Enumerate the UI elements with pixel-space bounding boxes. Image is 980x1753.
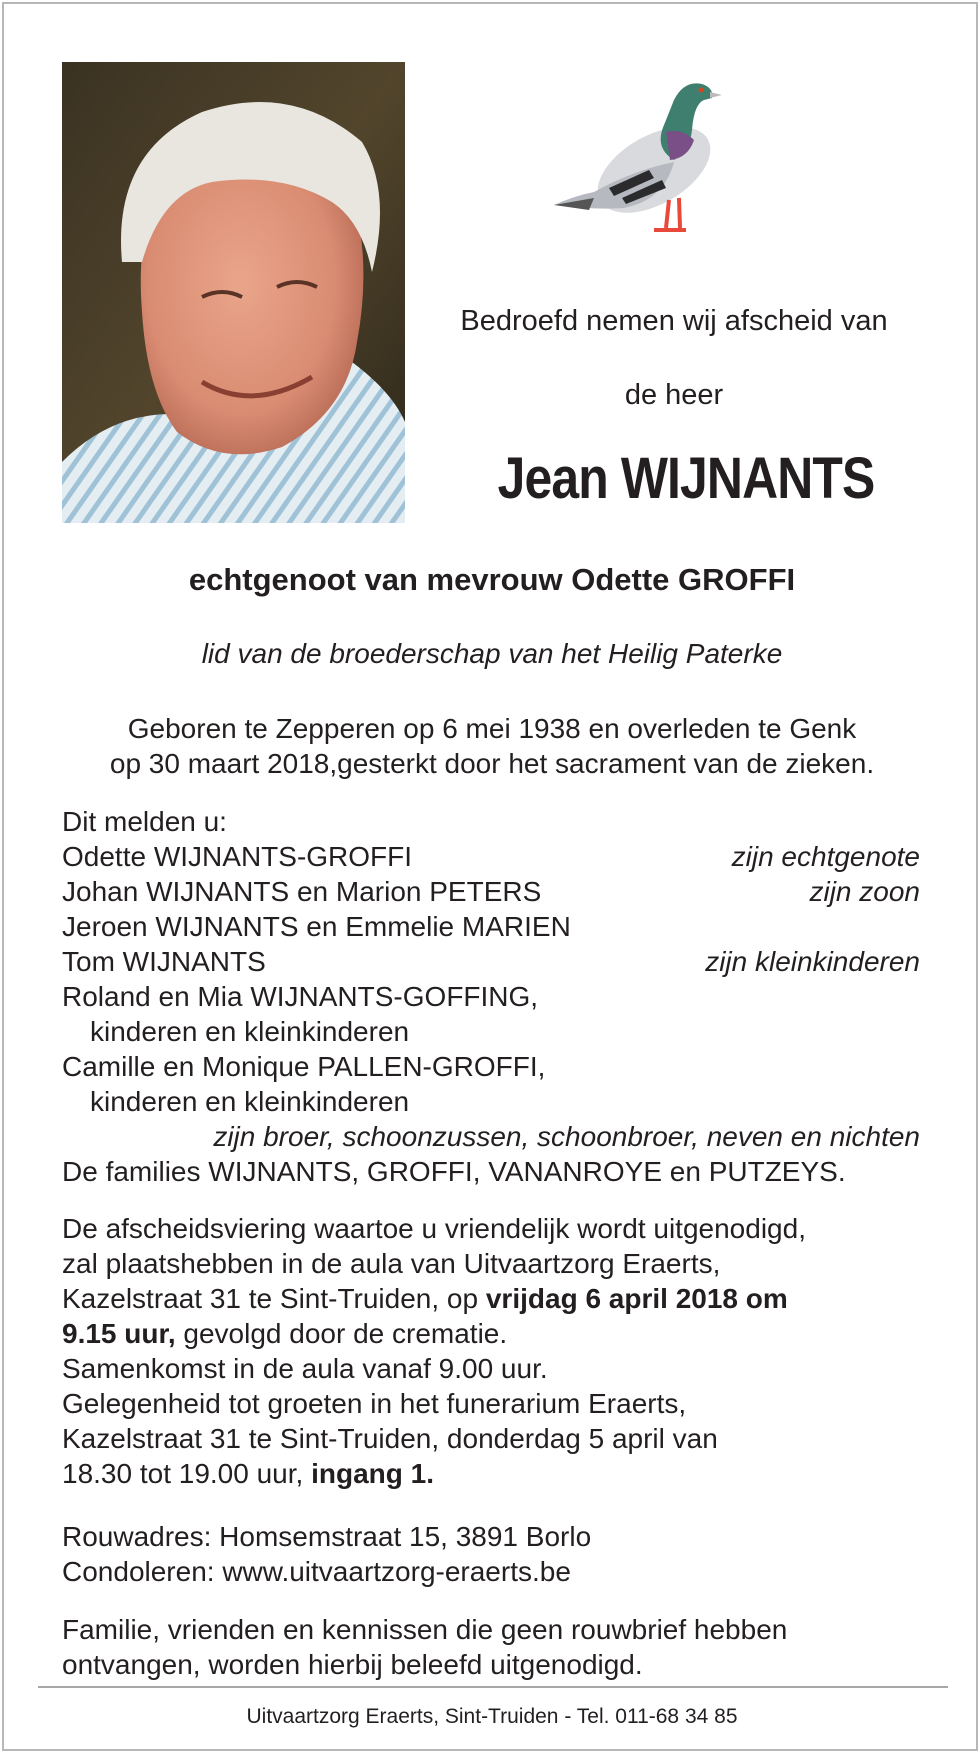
portrait-image — [62, 62, 405, 523]
service-line: Kazelstraat 31 te Sint-Truiden, donderdag 5 april van — [62, 1423, 718, 1454]
invitation-line: Familie, vrienden en kennissen die geen rouwbrief hebben — [62, 1614, 788, 1645]
spouse-line: echtgenoot van mevrouw Odette GROFFI — [188, 562, 796, 597]
family-role: zijn echtgenote — [731, 841, 920, 872]
fellowship-line: lid van de broederschap van het Heilig Paterke — [201, 638, 783, 669]
family-member: kinderen en kleinkinderen — [90, 1016, 410, 1047]
condolence-website: Condoleren: www.uitvaartzorg-eraerts.be — [62, 1556, 571, 1587]
family-row — [62, 874, 920, 909]
family-row — [62, 1014, 920, 1049]
service-date: vrijdag 6 april 2018 om — [485, 1283, 788, 1314]
family-member: Camille en Monique PALLEN-GROFFI, — [62, 1051, 546, 1082]
family-intro — [62, 804, 920, 839]
portrait-photo — [62, 62, 405, 523]
footer-divider — [38, 1686, 948, 1688]
family-row — [62, 979, 920, 1014]
invitation-note — [62, 1612, 942, 1682]
family-row — [62, 1049, 920, 1084]
family-member: Johan WIJNANTS en Marion PETERS — [62, 876, 542, 907]
family-list — [62, 804, 920, 1189]
service-info — [62, 1211, 942, 1491]
pigeon-icon — [554, 70, 734, 246]
birth-line: Geboren te Zepperen op 6 mei 1938 en overleden te Genk — [127, 713, 857, 744]
family-member: Odette WIJNANTS-GROFFI — [62, 841, 413, 872]
footer-contact: Uitvaartzorg Eraerts, Sint-Truiden - Tel. 011-68 34 85 — [246, 1705, 738, 1728]
service-text: gevolgd door de crematie. — [175, 1318, 508, 1349]
family-member: kinderen en kleinkinderen — [90, 1086, 410, 1117]
birth-death-info — [4, 711, 980, 781]
service-text: Kazelstraat 31 te Sint-Truiden, op — [62, 1283, 486, 1314]
family-intro-text: Dit melden u: — [62, 806, 227, 837]
family-row — [62, 839, 920, 874]
service-line: Gelegenheid tot groeten in het funerarium Eraerts, — [62, 1388, 687, 1419]
deceased-name: Jean WIJNANTS — [497, 446, 875, 511]
service-line — [62, 1316, 942, 1351]
relatives-line: zijn broer, schoonzussen, schoonbroer, neven en nichten — [213, 1121, 920, 1152]
mourning-address: Rouwadres: Homsemstraat 15, 3891 Borlo — [62, 1521, 592, 1552]
obituary-card — [2, 2, 978, 1751]
service-line: zal plaatshebben in de aula van Uitvaartzorg Eraerts, — [62, 1248, 721, 1279]
family-member: Jeroen WIJNANTS en Emmelie MARIEN — [62, 911, 571, 942]
service-time: 9.15 uur, — [62, 1318, 176, 1349]
family-member: Roland en Mia WIJNANTS-GOFFING, — [62, 981, 539, 1012]
family-row — [62, 1084, 920, 1119]
service-line: Samenkomst in de aula vanaf 9.00 uur. — [62, 1353, 548, 1384]
title-text: de heer — [624, 379, 724, 411]
service-line — [62, 1281, 942, 1316]
family-role: zijn zoon — [809, 876, 920, 907]
entrance-info: ingang 1. — [311, 1458, 434, 1489]
address-info — [62, 1519, 942, 1589]
pigeon-graphic — [554, 70, 734, 246]
intro-text: Bedroefd nemen wij afscheid van — [460, 305, 888, 337]
family-role: zijn kleinkinderen — [705, 946, 920, 977]
family-row — [62, 909, 920, 944]
invitation-line: ontvangen, worden hierbij beleefd uitgenodigd. — [62, 1649, 643, 1680]
families-line: De families WIJNANTS, GROFFI, VANANROYE en PUTZEYS. — [62, 1156, 846, 1187]
family-row — [62, 944, 920, 979]
death-line: op 30 maart 2018,gesterkt door het sacrament van de zieken. — [109, 748, 875, 779]
service-line — [62, 1456, 942, 1491]
family-member: Tom WIJNANTS — [62, 946, 266, 977]
service-text: 18.30 tot 19.00 uur, — [62, 1458, 312, 1489]
service-line: De afscheidsviering waartoe u vriendelijk wordt uitgenodigd, — [62, 1213, 806, 1244]
